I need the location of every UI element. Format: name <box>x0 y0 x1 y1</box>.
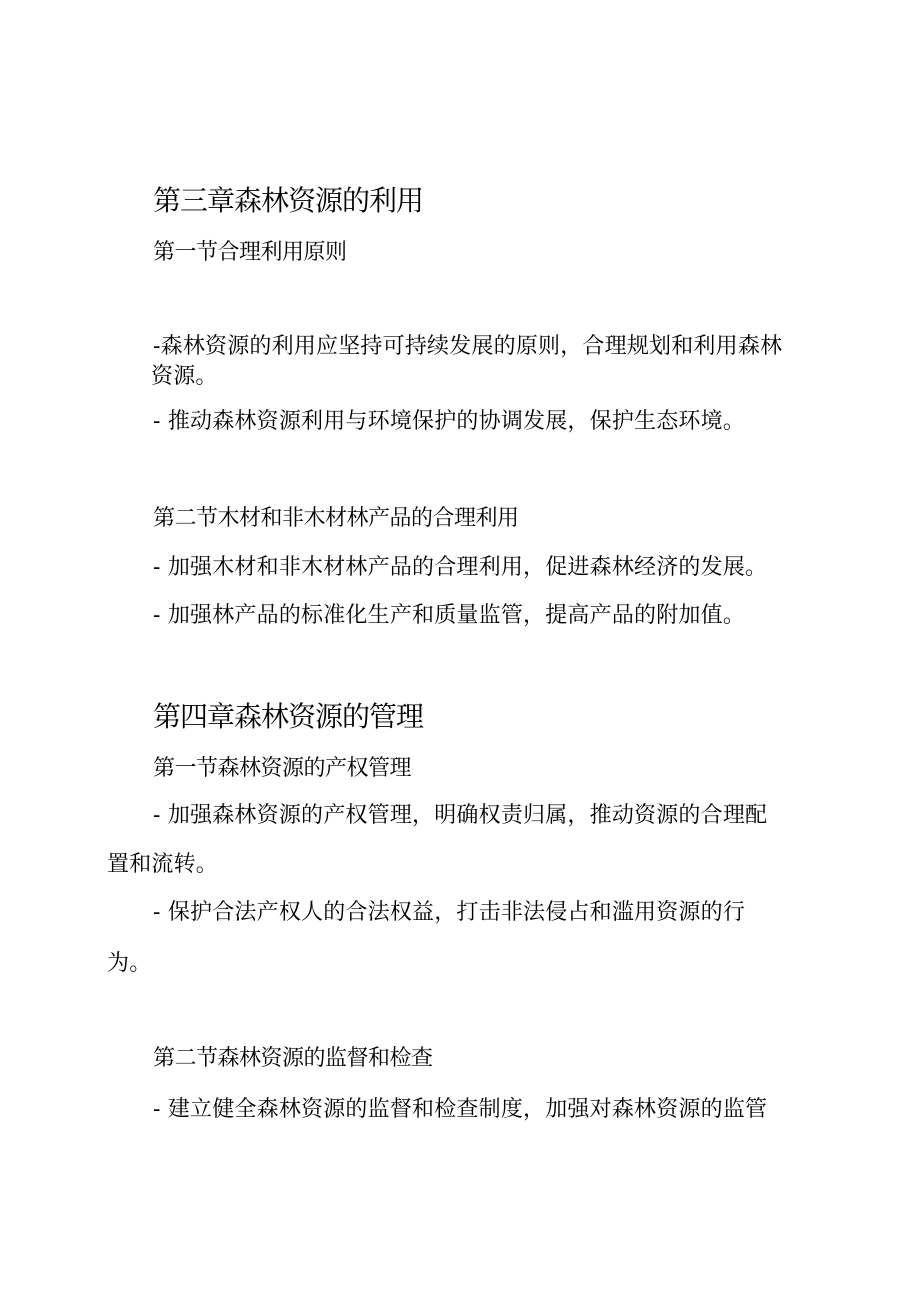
paragraph-line: - 推动森林资源利用与环境保护的协调发展，保护生态环境。 <box>153 409 746 434</box>
paragraph-line: - 建立健全森林资源的监督和检查制度，加强对森林资源的监管 <box>153 1097 768 1122</box>
paragraph-line: -森林资源的利用应坚持可持续发展的原则，合理规划和利用森林 <box>153 334 783 359</box>
paragraph-line: - 加强木材和非木材林产品的合理利用，促进森林经济的发展。 <box>153 555 768 580</box>
paragraph-line: - 加强森林资源的产权管理，明确权责归属，推动资源的合理配 <box>153 803 768 828</box>
paragraph-line: 为。 <box>107 951 152 976</box>
chapter-title: 第三章森林资源的利用 <box>153 184 424 217</box>
chapter-title: 第四章森林资源的管理 <box>153 700 424 733</box>
paragraph-line: - 保护合法产权人的合法权益，打击非法侵占和滥用资源的行 <box>153 900 746 925</box>
section-title: 第一节森林资源的产权管理 <box>153 756 412 781</box>
section-title: 第二节森林资源的监督和检查 <box>153 1046 433 1071</box>
paragraph-line: 置和流转。 <box>107 852 219 877</box>
paragraph-line: - 加强林产品的标准化生产和质量监管，提高产品的附加值。 <box>153 603 746 628</box>
section-title: 第二节木材和非木材林产品的合理利用 <box>153 506 519 531</box>
section-title: 第一节合理利用原则 <box>153 240 347 265</box>
paragraph-line: 资源。 <box>151 364 218 389</box>
